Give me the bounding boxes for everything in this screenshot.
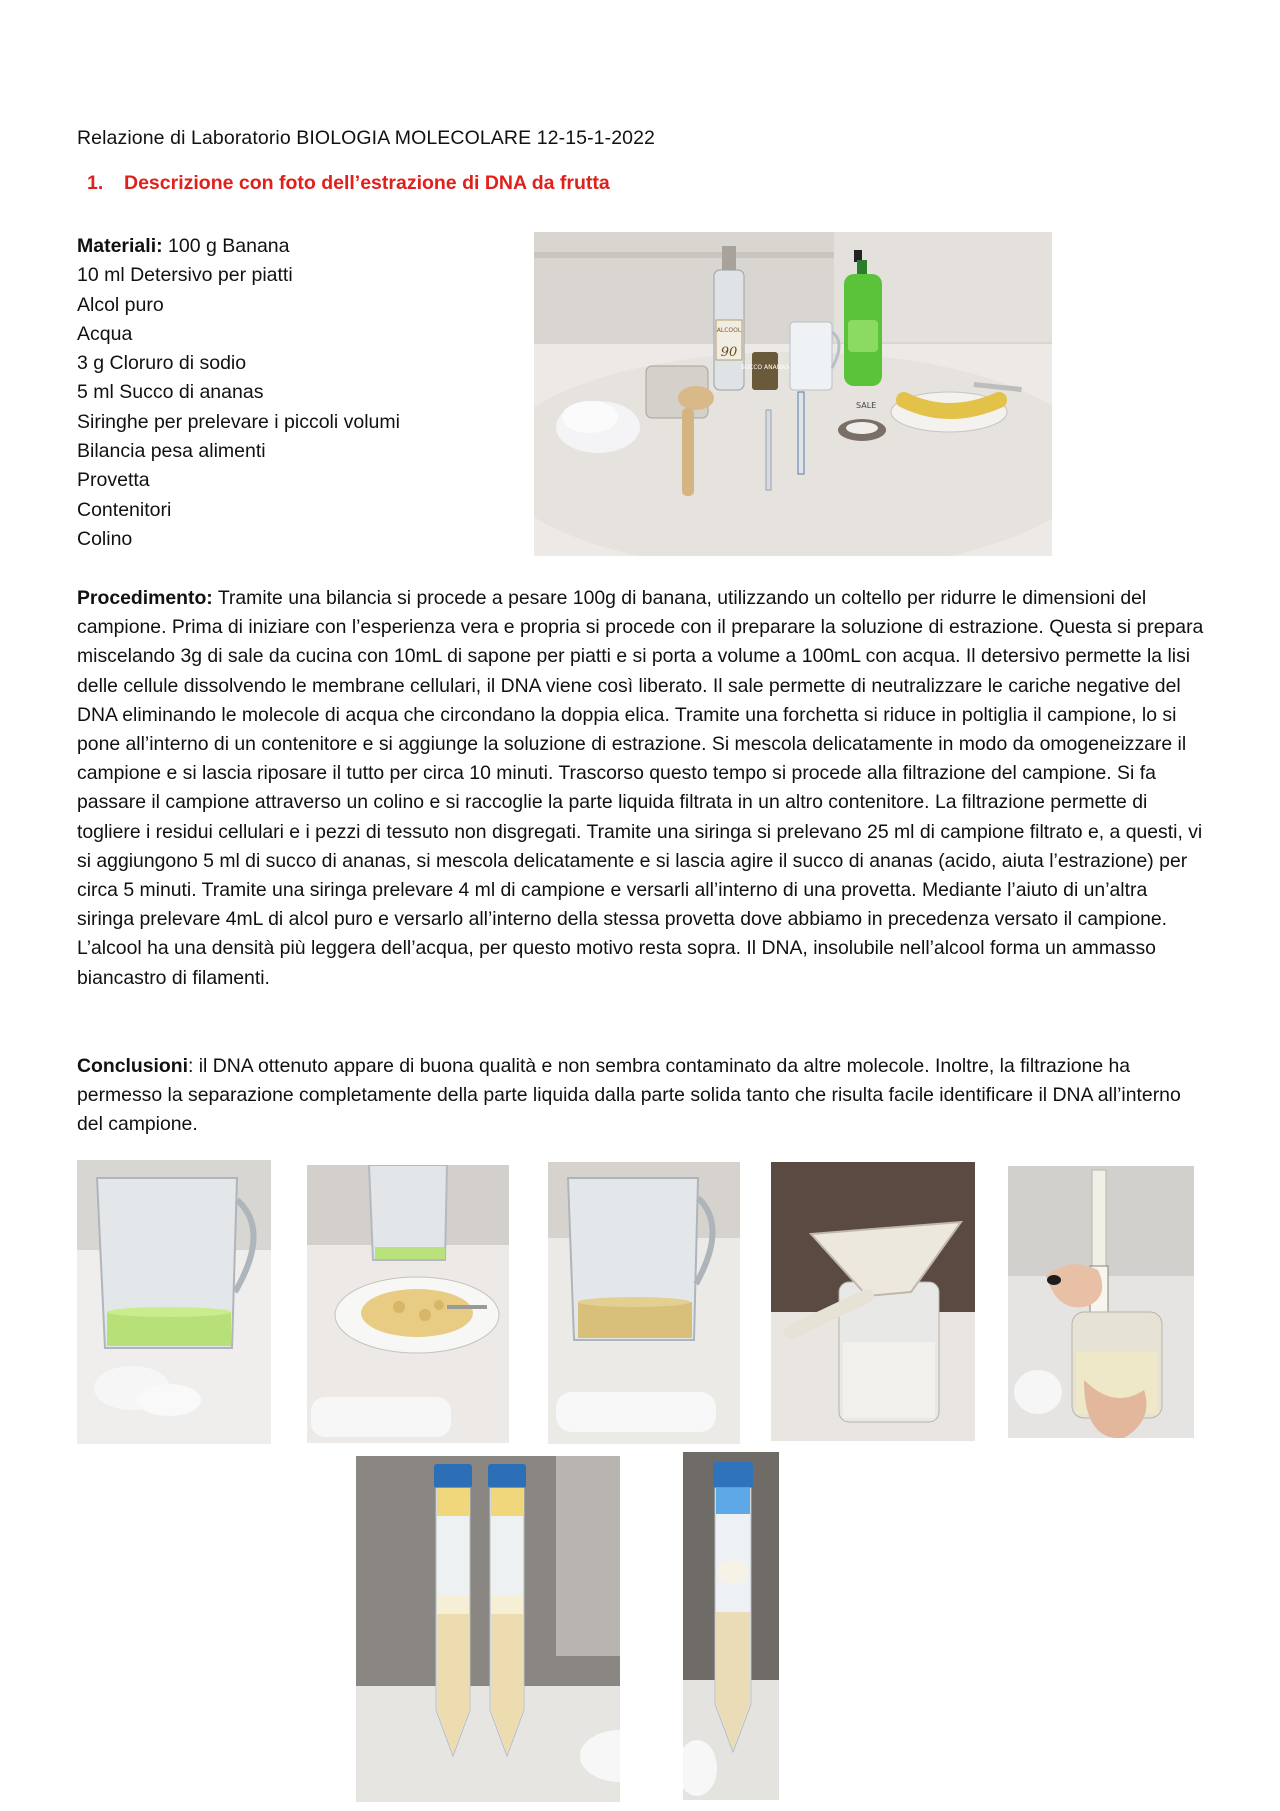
materials-item: Contenitori [77, 498, 172, 521]
conclusions-label: Conclusioni [77, 1055, 188, 1077]
jug-mixture-photo [548, 1162, 740, 1444]
jar-label: SUCCO ANANAS [740, 364, 790, 371]
materials-item: 3 g Cloruro di sodio [77, 352, 247, 375]
materials-first-line [77, 232, 400, 261]
materials-item: 5 ml Succo di ananas [77, 381, 264, 404]
two-test-tubes-photo [356, 1456, 620, 1802]
section-heading [87, 172, 610, 195]
procedure-paragraph [77, 584, 1207, 993]
materials-item: Alcol puro [77, 293, 164, 316]
procedure-text: Tramite una bilancia si procede a pesare 100g di banana, utilizzando un coltello per ridurre le dimensioni del campione. Prima di iniziare con l’esperienza vera e propria si procede con il preparare la soluzione di estrazione. Questa si prepara miscelando 3g di sale da cucina con 10mL di sapone per piatti e si porta a volume a 100mL con acqua. Il detersivo permette la lisi delle cellule dissolvendo le membrane cellulari, il DNA viene così liberato. Il sale permette di neutralizzare le cariche negative del DNA eliminando le molecole di acqua che circondano la doppia elica. Tramite una forchetta si riduce in poltiglia il campione, lo si pone all’interno di un contenitore e si aggiunge la soluzione di estrazione. Si mescola delicatamente in modo da omogeneizzare il campione e si lascia riposare il tutto per circa 10 minuti. Trascorso questo tempo si procede alla filtrazione del campione. Si fa passare il campione attraverso un colino e si raccoglie la parte liquida filtrata in un altro contenitore. La filtrazione permette di togliere i residui cellulari e i pezzi di tessuto non disgregati. Tramite una siringa si prelevano 25 ml di campione filtrato e, a questi, vi si aggiungono 5 ml di succo di ananas, si mescola delicatamente e si lascia agire il succo di ananas (acido, aiuta l’estrazione) per circa 5 minuti. Tramite una siringa prelevare 4 ml di campione e versarli all’interno di una provetta. Mediante l’aiuto di un’altra siringa prelevare 4mL di alcol puro e versarlo all’interno della stessa provetta dove abbiamo in precedenza versato il campione. L’alcool ha una densità più leggera dell’acqua, per questo motivo resta sopra. Il DNA, insolubile nell’alcool forma un ammasso biancastro di filamenti. [77, 587, 1204, 989]
procedure-label: Procedimento: [77, 587, 213, 609]
materials-photo [534, 232, 1052, 556]
materials-item: Siringhe per prelevare i piccoli volumi [77, 410, 400, 433]
filtration-funnel-photo [771, 1162, 975, 1441]
materials-item: Provetta [77, 469, 150, 492]
syringe-jar-photo [1008, 1166, 1194, 1438]
section-title-text: Descrizione con foto dell’estrazione di DNA da frutta [124, 172, 610, 194]
materials-item: Acqua [77, 322, 133, 345]
materials-list [77, 232, 400, 554]
report-title: Relazione di Laboratorio BIOLOGIA MOLECOLARE 12-15-1-2022 [77, 127, 655, 149]
salt-label: SALE [856, 401, 877, 410]
bottle-number: 90 [720, 345, 738, 360]
materials-item: 100 g Banana [168, 235, 290, 257]
banana-plate-photo [307, 1165, 509, 1443]
materials-item: Colino [77, 527, 133, 550]
materials-item: 10 ml Detersivo per piatti [77, 264, 293, 287]
materials-label: Materiali: [77, 235, 163, 257]
dna-test-tube-photo [683, 1452, 779, 1800]
section-number: 1. [87, 172, 104, 194]
jug-green-liquid-photo [77, 1160, 271, 1444]
conclusions-text: : il DNA ottenuto appare di buona qualità e non sembra contaminato da altre molecole. Inoltre, la filtrazione ha permesso la separazione completamente della parte liquida dalla parte solida tanto che risulta facile identificare il DNA all’interno del campione. [77, 1055, 1181, 1136]
materials-item: Bilancia pesa alimenti [77, 440, 266, 463]
bottle-label: ALCOOL [716, 327, 742, 334]
conclusions-paragraph [77, 1052, 1207, 1140]
